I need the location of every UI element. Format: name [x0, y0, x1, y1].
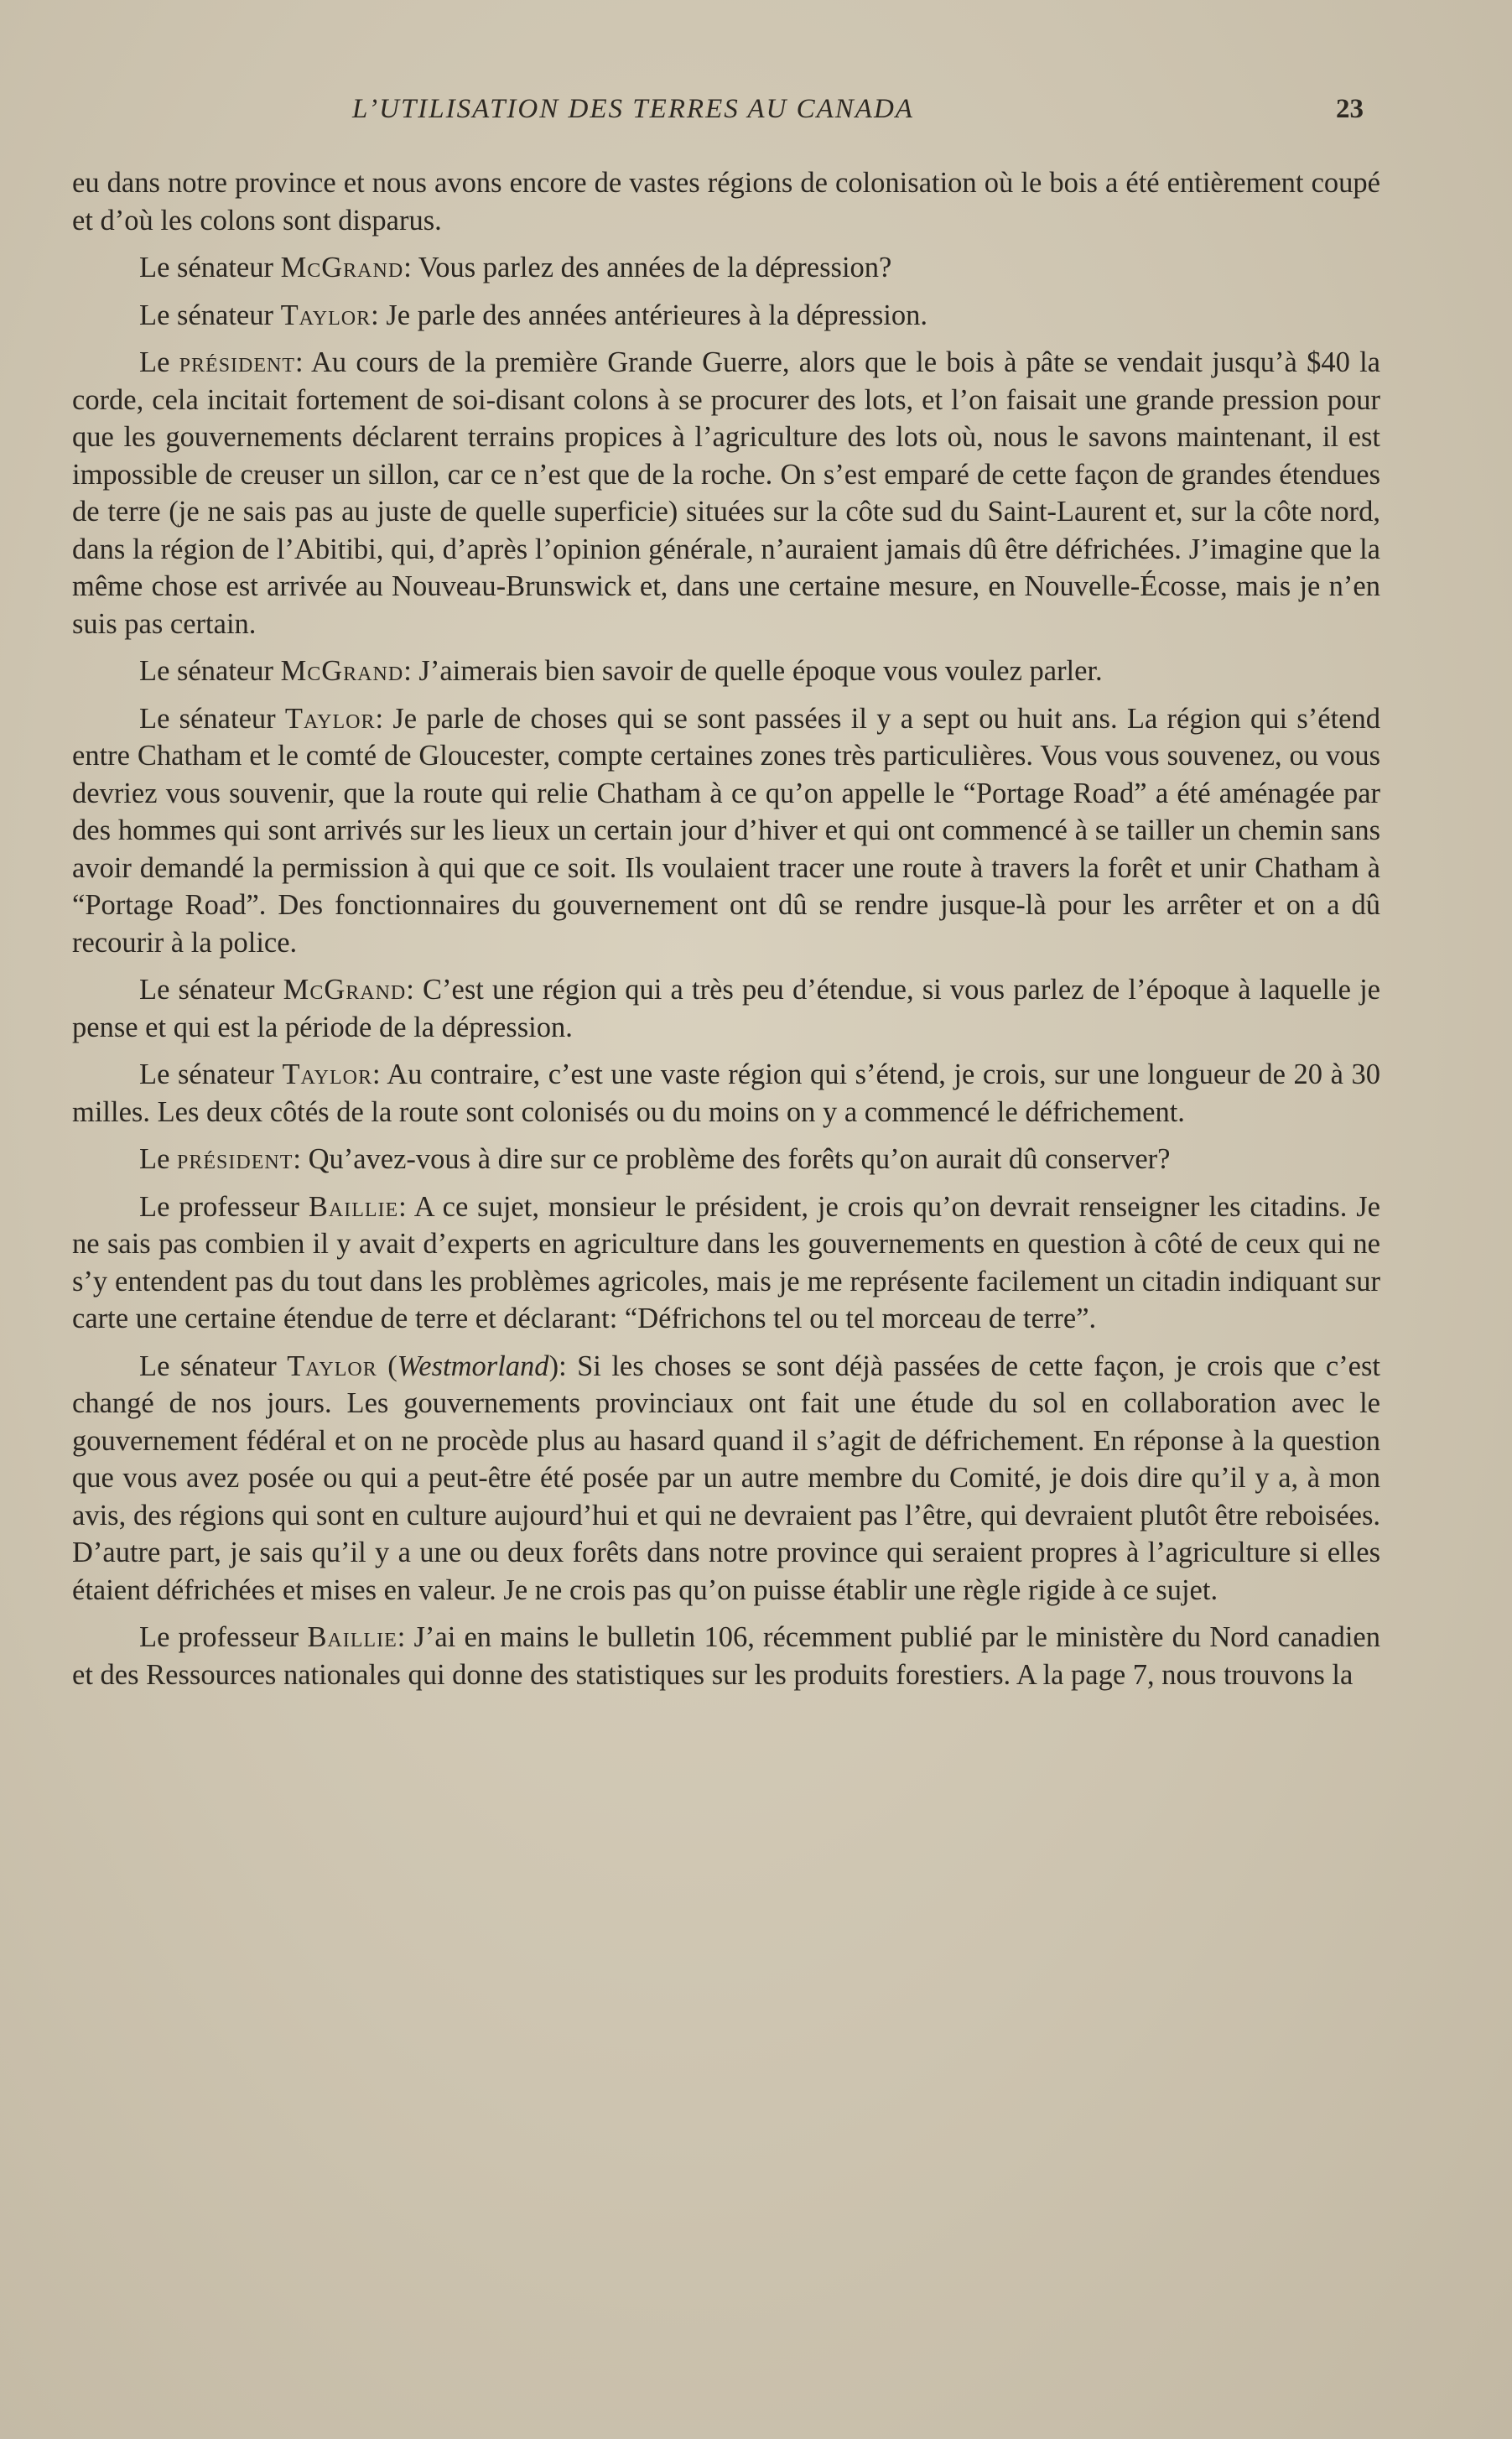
speaker-prefix: Le sénateur [139, 974, 283, 1006]
paragraph-text: : A ce sujet, monsieur le président, je crois qu’on devrait renseigner les citadins. Je ne sais pas combien il y avait d’experts en agriculture dans les gouvernements en question à côté de ceux qui ne s’y entendent pas du tout dans les problèmes agricoles, mais je me représente facilement un citadin indiquant sur carte une certaine étendue de terre et déclarant: “Défrichons tel ou tel morceau de terre”. [72, 1190, 1380, 1334]
paragraph [72, 653, 1380, 690]
paragraph-text: : J’ai en mains le bulletin 106, récemment publié par le ministère du Nord canadien et des Ressources nationales qui donne des statistiques sur les produits forestiers. A la page 7, nous trouvons la [72, 1621, 1380, 1691]
speaker-name: Baillie [308, 1190, 399, 1223]
paragraph [72, 1056, 1380, 1131]
paragraph [72, 249, 1380, 287]
speaker-prefix: Le sénateur [139, 655, 281, 687]
speaker-name: Taylor [284, 702, 376, 735]
paragraph-text: : Au cours de la première Grande Guerre, alors que le bois à pâte se vendait jusqu’à $40 la corde, cela incitait fortement de soi-disant colons à se procurer des lots, et l’on faisait une grande pression pour que les gouvernements déclarent terrains propices à l’agriculture des lots où, nous le savons maintenant, il est impossible de creuser un sillon, car ce n’est que de la roche. On s’est emparé de cette façon de grandes étendues de terre (je ne sais pas au juste de quelle superficie) situées sur la côte sud du Saint-Laurent et, sur la côte nord, dans la région de l’Abitibi, qui, d’après l’opinion générale, n’auraient jamais dû être défrichées. J’imagine que la même chose est arrivée au Nouveau-Brunswick et, dans une certaine mesure, en Nouvelle-Écosse, mais je n’en suis pas certain. [72, 346, 1380, 640]
speaker-prefix: Le sénateur [139, 252, 281, 283]
speaker-prefix: Le [139, 1143, 178, 1175]
speaker-prefix: Le sénateur [139, 299, 281, 331]
paragraph [72, 1141, 1380, 1178]
speaker-prefix: Le sénateur [139, 1350, 288, 1382]
body-text [72, 164, 1380, 1703]
paragraph [72, 1619, 1380, 1693]
running-title: L’UTILISATION DES TERRES AU CANADA [352, 94, 914, 124]
speaker-name: McGrand [280, 655, 404, 687]
speaker-prefix: Le sénateur [139, 702, 285, 735]
speaker-prefix: Le [139, 346, 179, 378]
paragraph [72, 971, 1380, 1046]
speaker-name: Taylor [282, 1058, 372, 1090]
speaker-name: président [179, 346, 296, 378]
paragraph [72, 297, 1380, 335]
speaker-prefix: Le professeur [139, 1621, 308, 1653]
paragraph-text: : Qu’avez-vous à dire sur ce problème des forêts qu’on aurait dû conserver? [293, 1143, 1171, 1175]
paragraph: Le sénateur Taylor (Westmorland): Si les choses se sont déjà passées de cette façon, je crois que c’est changé de nos jours. Les gouvernements provinciaux ont fait une étude du sol en collaboration avec le gouvernement fédéral et on ne procède plus au hasard quand il s’agit de défrichement. En réponse à la question que vous avez posée ou qui a peut-être été posée par un autre membre du Comité, je dois dire qu’il y a, à mon avis, des régions qui sont en culture aujourd’hui et qui ne devraient pas l’être, qui devraient plutôt être reboisées. D’autre part, je sais qu’il y a une ou deux forêts dans notre province qui seraient propres à l’agriculture si elles étaient défrichées et mises en valeur. Je ne crois pas qu’on puisse établir une règle rigide à ce sujet. [72, 1350, 1381, 1606]
page-header [0, 94, 1512, 144]
paragraph-text: : Vous parlez des années de la dépression? [403, 252, 892, 283]
speaker-name: Taylor [287, 1350, 377, 1382]
speaker-prefix: Le sénateur [139, 1058, 283, 1090]
speaker-prefix: Le professeur [139, 1190, 309, 1223]
speaker-riding: Westmorland [397, 1350, 549, 1382]
paragraph-text: : Si les choses se sont déjà passées de cette façon, je crois que c’est changé de nos jours. Les gouvernements provinciaux ont fait une étude du sol en collaboration avec le gouvernement fédéral et on ne procède plus au hasard quand il s’agit de défrichement. En réponse à la question que vous avez posée ou qui a peut-être été posée par un autre membre du Comité, je dois dire qu’il y a, à mon avis, des régions qui sont en culture aujourd’hui et qui ne devraient pas l’être, qui devraient plutôt être reboisées. D’autre part, je sais qu’il y a une ou deux forêts dans notre province qui seraient propres à l’agriculture si elles étaient défrichées et mises en valeur. Je ne crois pas qu’on puisse établir une règle rigide à ce sujet. [72, 1350, 1381, 1606]
page-number: 23 [1336, 94, 1364, 124]
speaker-name: Baillie [307, 1621, 397, 1653]
paragraph-text: : Au contraire, c’est une vaste région qui s’étend, je crois, sur une longueur de 20 à 30 milles. Les deux côtés de la route sont colonisés ou du moins on y a commencé le défrichement. [72, 1058, 1380, 1128]
speaker-name: président [177, 1143, 294, 1175]
paragraph [72, 700, 1380, 962]
speaker-name: McGrand [283, 974, 407, 1006]
paragraph-text: : J’aimerais bien savoir de quelle époque vous voulez parler. [403, 655, 1103, 687]
paragraph [72, 164, 1380, 239]
paragraph-text: : Je parle de choses qui se sont passées il y a sept ou huit ans. La région qui s’étend entre Chatham et le comté de Gloucester, compte certaines zones très particulières. Vous vous souvenez, ou vous devriez vous souvenir, que la route qui relie Chatham à ce qu’on appelle le “Portage Road” a été aménagée par des hommes qui sont arrivés sur les lieux un certain jour d’hiver et qui ont commencé à se tailler un chemin sans avoir demandé la permission à qui que ce soit. Ils voulaient tracer une route à travers la forêt et unir Chatham à “Portage Road”. Des fonctionnaires du gouvernement ont dû se rendre jusque-là pour les arrêter et on a dû recourir à la police. [72, 702, 1380, 959]
paragraph [72, 1188, 1380, 1338]
paragraph-text: eu dans notre province et nous avons encore de vastes régions de colonisation où le bois a été entièrement coupé et d’où les colons sont disparus. [72, 167, 1380, 237]
paragraph-text: : Je parle des années antérieures à la dépression. [371, 299, 927, 331]
paragraph-text: : C’est une région qui a très peu d’étendue, si vous parlez de l’époque à laquelle je pense et qui est la période de la dépression. [72, 974, 1380, 1043]
speaker-name: McGrand [280, 252, 404, 283]
paragraph [72, 344, 1380, 642]
speaker-name: Taylor [280, 299, 372, 331]
